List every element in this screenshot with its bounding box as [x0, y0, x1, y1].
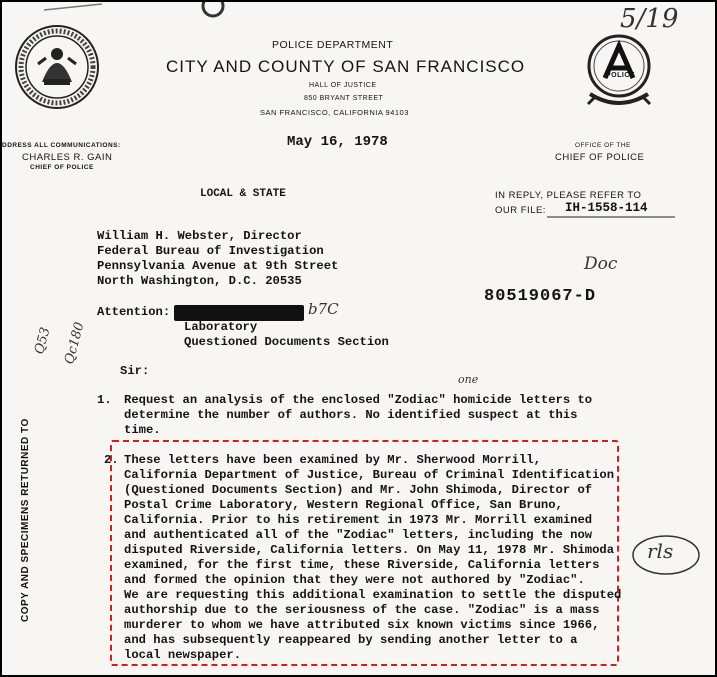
- recipient-line: Pennsylvania Avenue at 9th Street: [97, 259, 339, 273]
- page-number-handwritten: 5/19: [620, 4, 679, 34]
- letterhead-department: POLICE DEPARTMENT: [272, 39, 394, 51]
- margin-note: Qc180: [62, 320, 88, 366]
- letterhead-hall: HALL OF JUSTICE: [309, 82, 377, 89]
- para1-line: time.: [124, 423, 161, 437]
- recipient-line: Federal Bureau of Investigation: [97, 244, 324, 258]
- recipient-line: William H. Webster, Director: [97, 229, 302, 243]
- letterhead-street: 850 BRYANT STREET: [304, 95, 384, 102]
- para2-line: disputed Riverside, California letters. On May 11, 1978 Mr. Shimoda: [124, 543, 615, 557]
- redaction-bar: [174, 305, 304, 321]
- file-label: OUR FILE:: [495, 205, 546, 216]
- attention-note: b7C: [308, 300, 339, 318]
- para2-line: California. Prior to his retirement in 1973 Mr. Morrill examined: [124, 513, 593, 527]
- para2-line: (Questioned Documents Section) and Mr. John Shimoda, Director of: [124, 483, 593, 497]
- para2-line: We are requesting this additional examination to settle the disputed: [124, 588, 622, 602]
- para2-line: California Department of Justice, Bureau of Criminal Identification: [124, 468, 615, 482]
- chief-name: CHARLES R. GAIN: [22, 152, 113, 163]
- office-title: CHIEF OF POLICE: [555, 152, 645, 163]
- attention-line: Laboratory: [184, 320, 258, 334]
- reply-label: IN REPLY, PLEASE REFER TO: [495, 190, 642, 201]
- letterhead-city-state: SAN FRANCISCO, CALIFORNIA 94103: [260, 108, 409, 117]
- para2-line: examined, for the first time, these Riverside, California letters: [124, 558, 600, 572]
- para1-line: determine the number of authors. No identified suspect at this: [124, 408, 578, 422]
- local-state-label: LOCAL & STATE: [200, 188, 286, 200]
- letter-date: May 16, 1978: [287, 134, 388, 150]
- document-page: [2, 2, 715, 675]
- file-underline: [547, 215, 677, 219]
- para2-line: and formed the opinion that they were not authored by "Zodiac".: [124, 573, 585, 587]
- letterhead-city: CITY AND COUNTY OF SAN FRANCISCO: [166, 57, 526, 76]
- para2-line: and has subsequently reappeared by sending another letter to a: [124, 633, 578, 647]
- attention-label: Attention:: [97, 305, 171, 319]
- margin-note: Q53: [32, 325, 54, 356]
- para1-number: 1.: [97, 393, 112, 407]
- para2-line: and authenticated all of the "Zodiac" letters, including the now: [124, 528, 593, 542]
- office-of-label: OFFICE OF THE: [575, 142, 631, 149]
- initials: rls: [647, 539, 674, 563]
- para1-insertion: one: [458, 373, 479, 386]
- para2-line: These letters have been examined by Mr. Sherwood Morrill,: [124, 453, 541, 467]
- para1-line: Request an analysis of the enclosed "Zodiac" homicide letters to: [124, 393, 593, 407]
- para2-line: local newspaper.: [124, 648, 242, 662]
- badge-text: POLICE: [606, 72, 636, 79]
- city-seal-icon: [14, 24, 100, 110]
- para2-line: murderer to whom we have attributed six known victims since 1966,: [124, 618, 600, 632]
- attention-line: Questioned Documents Section: [184, 335, 389, 349]
- chief-title: CHIEF OF POLICE: [30, 164, 94, 171]
- stamp-number: 80519067-D: [484, 287, 597, 306]
- para2-number: 2.: [104, 453, 119, 467]
- side-stamp: COPY AND SPECIMENS RETURNED TO: [20, 418, 31, 622]
- file-number: IH-1558-114: [565, 201, 648, 215]
- ring-mark: [198, 2, 228, 22]
- corner-scribble: [42, 2, 182, 12]
- doc-handwritten: Doc: [584, 254, 618, 274]
- salutation: Sir:: [120, 364, 150, 378]
- para2-line: Postal Crime Laboratory, Western Regional Office, San Bruno,: [124, 498, 563, 512]
- address-label: DDRESS ALL COMMUNICATIONS:: [2, 142, 121, 149]
- recipient-line: North Washington, D.C. 20535: [97, 274, 302, 288]
- para2-line: authorship due to the seriousness of the case. "Zodiac" is a mass: [124, 603, 600, 617]
